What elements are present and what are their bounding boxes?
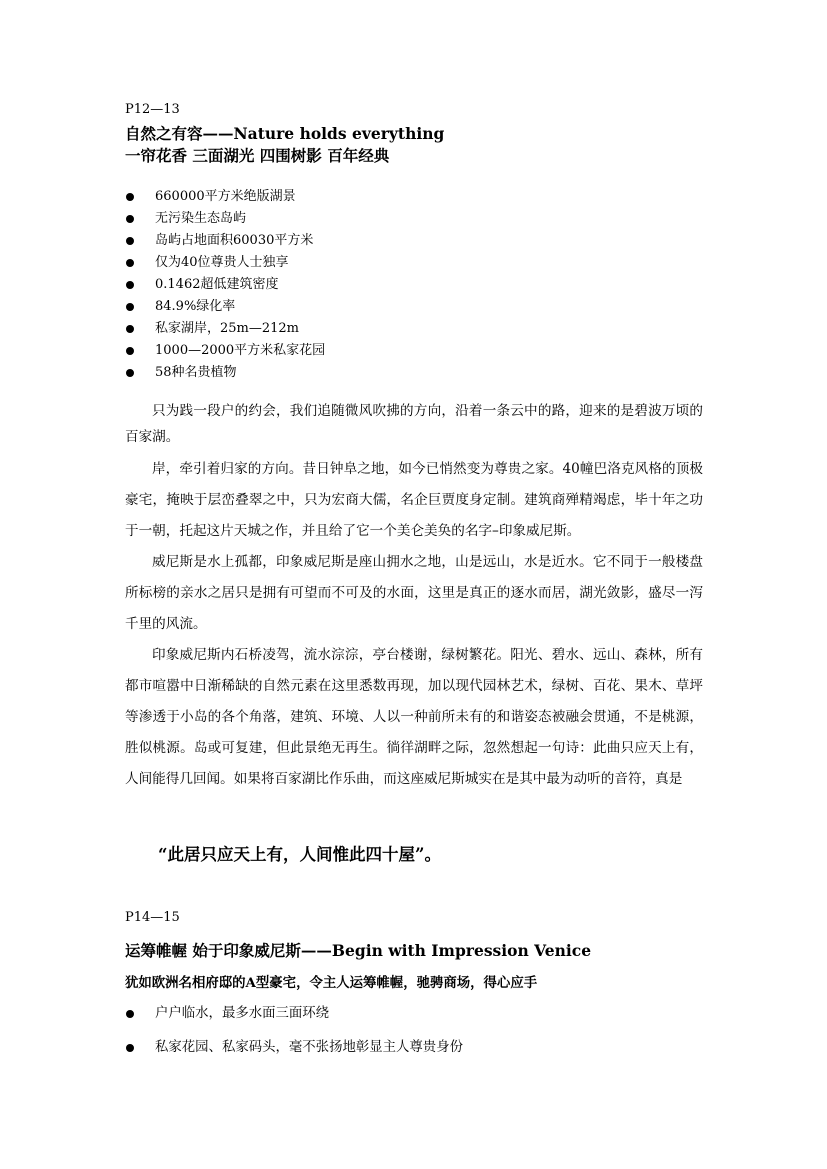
bullet-dot-icon <box>126 215 134 223</box>
paragraph: 只为践一段户的约会，我们追随微风吹拂的方向，沿着一条云中的路，迎来的是碧波万顷的百家湖。 <box>125 403 703 445</box>
section-title-nature: 自然之有容——Nature holds everything <box>125 124 445 143</box>
list-item-text: 1000—2000平方米私家花园 <box>155 343 326 358</box>
section-subtitle-scenery: 一帘花香 三面湖光 四围树影 百年经典 <box>125 146 390 165</box>
bullet-dot-icon <box>126 193 134 201</box>
list-item <box>125 296 325 318</box>
page-ref-p12-13: P12—13 <box>125 102 180 117</box>
list-item-text: 岛屿占地面积60030平方米 <box>155 233 314 248</box>
feature-list-2 <box>125 1003 463 1071</box>
list-item-text: 户户临水，最多水面三面环绕 <box>155 1006 330 1021</box>
bullet-dot-icon <box>126 369 134 377</box>
list-item <box>125 340 325 362</box>
list-item <box>125 230 325 252</box>
list-item-text: 私家花园、私家码头，毫不张扬地彰显主人尊贵身份 <box>155 1040 463 1055</box>
section-title-venice: 运筹帷幄 始于印象威尼斯——Begin with Impression Venice <box>125 941 592 960</box>
bullet-dot-icon <box>126 259 134 267</box>
highlight-quote: “此居只应天上有，人间惟此四十屋”。 <box>158 845 441 864</box>
feature-list <box>125 186 325 384</box>
list-item <box>125 274 325 296</box>
list-item-text: 仅为40位尊贵人士独享 <box>155 255 289 270</box>
list-item <box>125 318 325 340</box>
bullet-dot-icon <box>126 1044 134 1052</box>
list-item <box>125 186 325 208</box>
list-item-text: 0.1462超低建筑密度 <box>155 277 279 292</box>
paragraph: 威尼斯是水上孤都，印象威尼斯是座山拥水之地，山是远山，水是近水。它不同于一般楼盘所标榜的亲水之居只是拥有可望而不可及的水面，这里是真正的逐水而居，湖光敛影，盛尽一泻千里的风流。 <box>125 554 703 632</box>
page-ref-p14-15: P14—15 <box>125 910 180 925</box>
bullet-dot-icon <box>126 237 134 245</box>
bullet-dot-icon <box>126 1010 134 1018</box>
bullet-dot-icon <box>126 347 134 355</box>
list-item-text: 58种名贵植物 <box>155 365 237 380</box>
bullet-dot-icon <box>126 303 134 311</box>
paragraph: 岸，牵引着归家的方向。昔日钟阜之地，如今已悄然变为尊贵之家。40幢巴洛克风格的顶极豪宅，掩映于层峦叠翠之中，只为宏商大儒，名企巨贾度身定制。建筑商殚精竭虑，毕十年之功于一朝，托起这片天城之作，并且给了它一个美仑美奂的名字–印象威尼斯。 <box>125 461 703 539</box>
list-item-text: 私家湖岸，25m—212m <box>155 321 300 336</box>
list-item-text: 无污染生态岛屿 <box>155 211 247 226</box>
list-item <box>125 1037 463 1071</box>
body-paragraphs <box>125 454 703 795</box>
body-paragraph-intro <box>125 398 703 450</box>
section-subtitle-mansion: 犹如欧洲名相府邸的A型豪宅，令主人运筹帷幄，驰骋商场，得心应手 <box>125 975 538 991</box>
list-item <box>125 362 325 384</box>
list-item-text: 660000平方米绝版湖景 <box>155 189 296 204</box>
list-item-text: 84.9%绿化率 <box>155 299 236 314</box>
list-item <box>125 208 325 230</box>
bullet-dot-icon <box>126 325 134 333</box>
list-item <box>125 1003 463 1037</box>
list-item <box>125 252 325 274</box>
paragraph: 印象威尼斯内石桥凌驾，流水淙淙，亭台楼谢，绿树繁花。阳光、碧水、远山、森林，所有都市喧嚣中日渐稀缺的自然元素在这里悉数再现，加以现代园林艺术，绿树、百花、果木、草坪等渗透于小岛的各个角落，建筑、环境、人以一种前所未有的和谐姿态被融会贯通，不是桃源，胜似桃源。岛或可复建，但此景绝无再生。徜徉湖畔之际，忽然想起一句诗：此曲只应天上有，人间能得几回闻。如果将百家湖比作乐曲，而这座威尼斯城实在是其中最为动听的音符，真是 <box>125 647 703 787</box>
bullet-dot-icon <box>126 281 134 289</box>
